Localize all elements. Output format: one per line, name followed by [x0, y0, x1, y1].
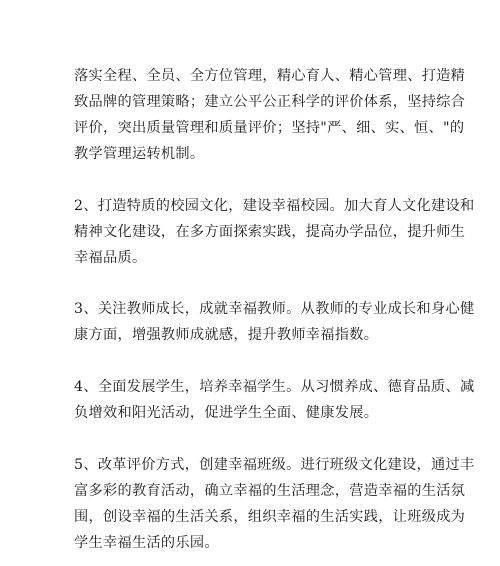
text-line: 评价，突出质量管理和质量评价；坚持"严、细、实、恒、"的 — [74, 120, 465, 136]
text-line: 5、改革评价方式，创建幸福班级。进行班级文化建设，通过丰 — [74, 457, 475, 473]
paragraph-teacher-growth — [74, 296, 475, 348]
text-line: 学生幸福生活的乐园。 — [74, 535, 219, 551]
text-line: 康方面，增强教师成就感，提升教师幸福指数。 — [74, 327, 379, 343]
text-line: 围，创设幸福的生活关系，组织幸福的生活实践，让班级成为 — [74, 509, 466, 525]
text-line: 4、全面发展学生，培养幸福学生。从习惯养成、德育品质、减 — [74, 379, 475, 395]
paragraph-campus-culture — [74, 193, 475, 271]
text-line: 落实全程、全员、全方位管理，精心育人、精心管理、打造精 — [74, 68, 466, 84]
text-line: 2、打造特质的校园文化，建设幸福校园。加大育人文化建设和 — [74, 198, 475, 214]
text-line: 负增效和阳光活动，促进学生全面、健康发展。 — [74, 405, 379, 421]
text-line: 教学管理运转机制。 — [74, 146, 205, 162]
text-line: 幸福品质。 — [74, 250, 147, 266]
paragraph-student-development — [74, 374, 475, 426]
paragraph-evaluation-reform — [74, 452, 475, 556]
text-line: 富多彩的教育活动，确立幸福的生活理念，营造幸福的生活氛 — [74, 483, 466, 499]
text-line: 精神文化建设，在多方面探索实践，提高办学品位，提升师生 — [74, 224, 466, 240]
text-line: 致品牌的管理策略；建立公平公正科学的评价体系，坚持综合 — [74, 94, 466, 110]
paragraph-management-strategy — [74, 63, 466, 167]
text-line: 3、关注教师成长，成就幸福教师。从教师的专业成长和身心健 — [74, 301, 475, 317]
